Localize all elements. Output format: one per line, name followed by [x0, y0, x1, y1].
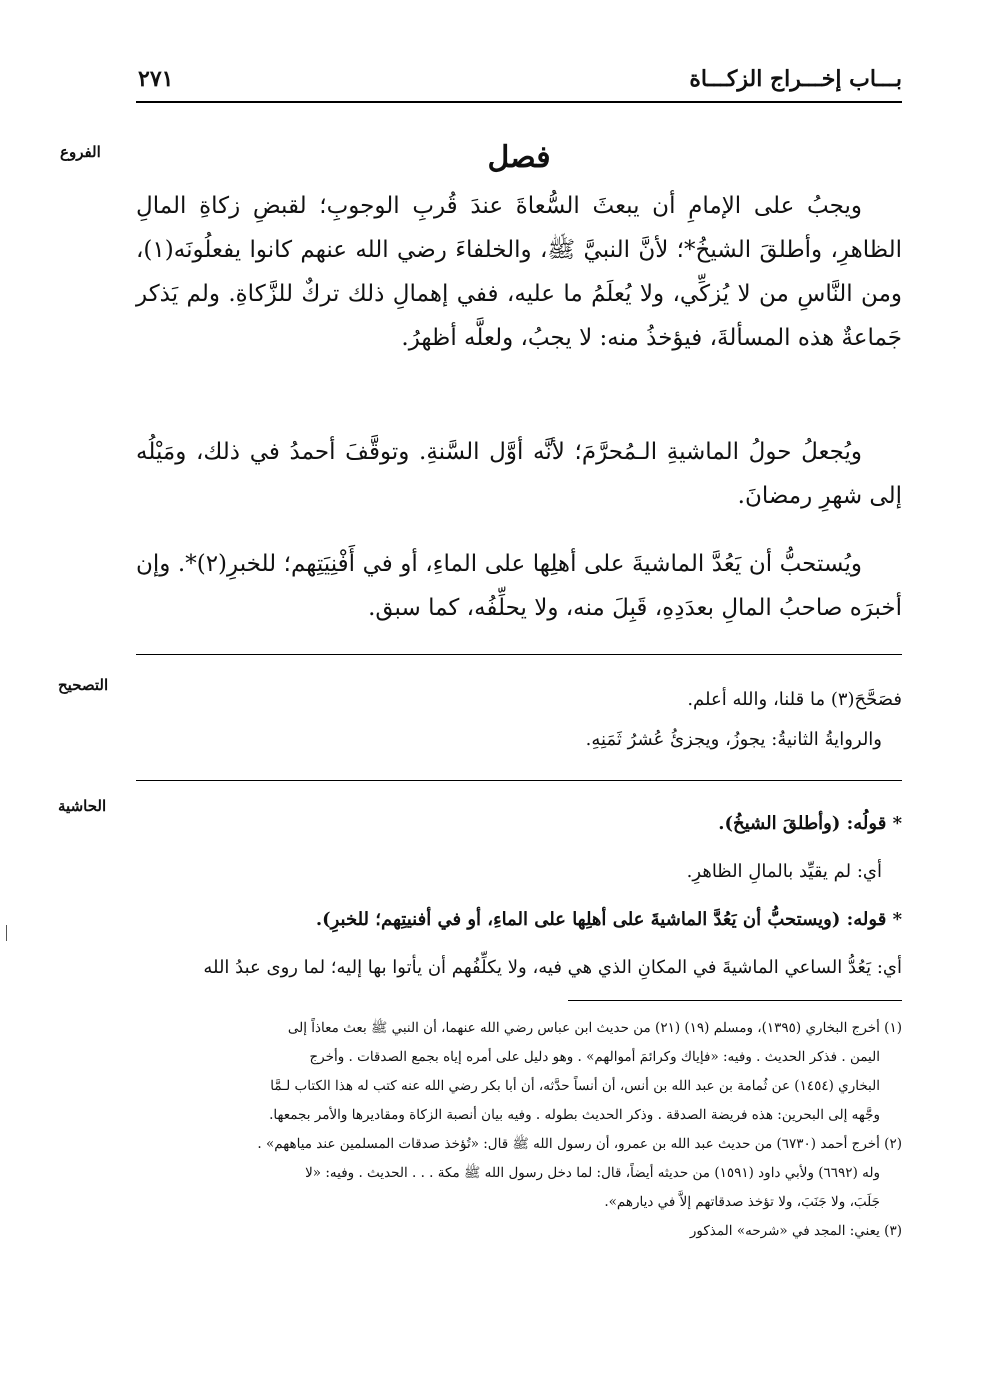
- side-label-tashih: التصحيح: [58, 676, 109, 694]
- header-rule: [136, 101, 902, 103]
- side-label-furu: الفروع: [60, 143, 101, 161]
- tashih-section: [136, 680, 902, 760]
- furu-paragraph-1: [136, 184, 902, 360]
- page-number: ٢٧١: [138, 66, 174, 92]
- footnote-line: وجَّهه إلى البحرين: هذه فريضة الصدقة . وذكر الحديث بطوله . وفيه بيان أنصبة الزكاة ومقاديرها والأمر بجمعها.: [269, 1107, 880, 1123]
- side-label-hashiya: الحاشية: [58, 797, 107, 815]
- footnote-line: البخاري (١٤٥٤) عن ثُمامة بن عبد الله بن أنس، أن أنساً حدَّثه، أن أبا بكر رضي الله عنه كتب له هذا الكتاب لـمَّا: [270, 1078, 880, 1094]
- footnotes: [136, 1014, 902, 1246]
- hashiya-quote-1: * قولُه: (وأطلقَ الشيخُ).: [718, 813, 902, 834]
- margin-mark: [6, 925, 7, 941]
- hashiya-comment-2: أي: يَعُدُّ الساعي الماشيةَ في المكانِ الذي هي فيه، ولا يكلِّفُهم أن يأتوا بها إليه؛ لما روى عبدُ الله: [203, 957, 902, 978]
- footnote-line: اليمن . فذكر الحديث . وفيه: «فإياك وكرائمَ أموالهم» . وهو دليل على أمره إياه بجمع الصدقات . وأخرج: [309, 1049, 880, 1065]
- footnote-line: جَلَبَ، ولا جَنَبَ، ولا تؤخذ صدقاتهم إلاَّ في ديارهم».: [604, 1194, 880, 1210]
- furu-paragraph-3: [136, 542, 902, 630]
- section-divider: [136, 780, 902, 781]
- footnote-rule: [568, 1000, 902, 1001]
- footnote-line: (١) أخرج البخاري (١٣٩٥)، ومسلم (١٩) (٢١) من حديث ابن عباس رضي الله عنهما، أن النبي ﷺ بعث معاذاً إلى: [287, 1020, 902, 1036]
- section-divider: [136, 654, 902, 655]
- footnote-line: وله (٦٦٩٢) ولأبي داود (١٥٩١) من حديثه أيضاً، قال: لما دخل رسول الله ﷺ مكة . . . الحديث . وفيه: «لا: [305, 1165, 880, 1181]
- paragraph-text: ويُجعلُ حولُ الماشيةِ الـمُحرَّمَ؛ لأنَّه أوَّل السَّنةِ. وتوقَّفَ أحمدُ في ذلك، ومَيْلُه إلى شهرِ رمضانَ.: [136, 439, 902, 509]
- furu-paragraph-2: [136, 430, 902, 518]
- running-header-title: بـــاب إخـــراج الزكـــاة: [689, 66, 902, 92]
- tashih-line-2: والروايةُ الثانيةُ: يجوزُ، ويجزئُ عُشرُ ثَمَنِهِ.: [585, 729, 882, 750]
- section-heading: فصل: [487, 140, 551, 175]
- hashiya-section: [136, 800, 902, 992]
- paragraph-text: ويجبُ على الإمامِ أن يبعثَ السُّعاةَ عندَ قُربِ الوجوبِ؛ لقبضِ زكاةِ المالِ الظاهرِ، وأطلقَ الشيخُ*؛ لأنَّ النبيَّ ﷺ، والخلفاءَ رضي الله عنهم كانوا يفعلُونَه(١)، ومن النَّاسِ من لا يُزكِّي، ولا يُعلَمُ ما عليه، ففي إهمالِ ذلك تركٌ للزَّكاةِ. ولم يَذكر جَماعةٌ هذه المسألةَ، فيؤخذُ منه: لا يجبُ، ولعلَّه أظهرُ.: [136, 193, 902, 351]
- hashiya-comment-1: أي: لم يقيِّد بالمالِ الظاهرِ.: [686, 861, 882, 882]
- footnote-line: (٢) أخرج أحمد (٦٧٣٠) من حديث عبد الله بن عمرو، أن رسول الله ﷺ قال: «تُؤخذ صدقات المسلمين عند مياههم» .: [257, 1136, 902, 1152]
- hashiya-quote-2: * قوله: (ويستحبُّ أن يَعُدَّ الماشيةَ على أهلِها على الماءِ، أو في أفنيتِهم؛ للخبرِ).: [315, 909, 902, 930]
- paragraph-text: ويُستحبُّ أن يَعُدَّ الماشيةَ على أهلِها على الماءِ، أو في أَفْنِيَتِهم؛ للخبرِ(٢)*. وإن أخبرَه صاحبُ المالِ بعدَدِهِ، قَبِلَ منه، ولا يحلِّفُه، كما سبق.: [136, 551, 902, 621]
- footnote-line: (٣) يعني: المجد في «شرحه» المذكور: [689, 1223, 902, 1239]
- tashih-line-1: فصَحَّحَ(٣) ما قلنا، والله أعلم.: [687, 689, 902, 710]
